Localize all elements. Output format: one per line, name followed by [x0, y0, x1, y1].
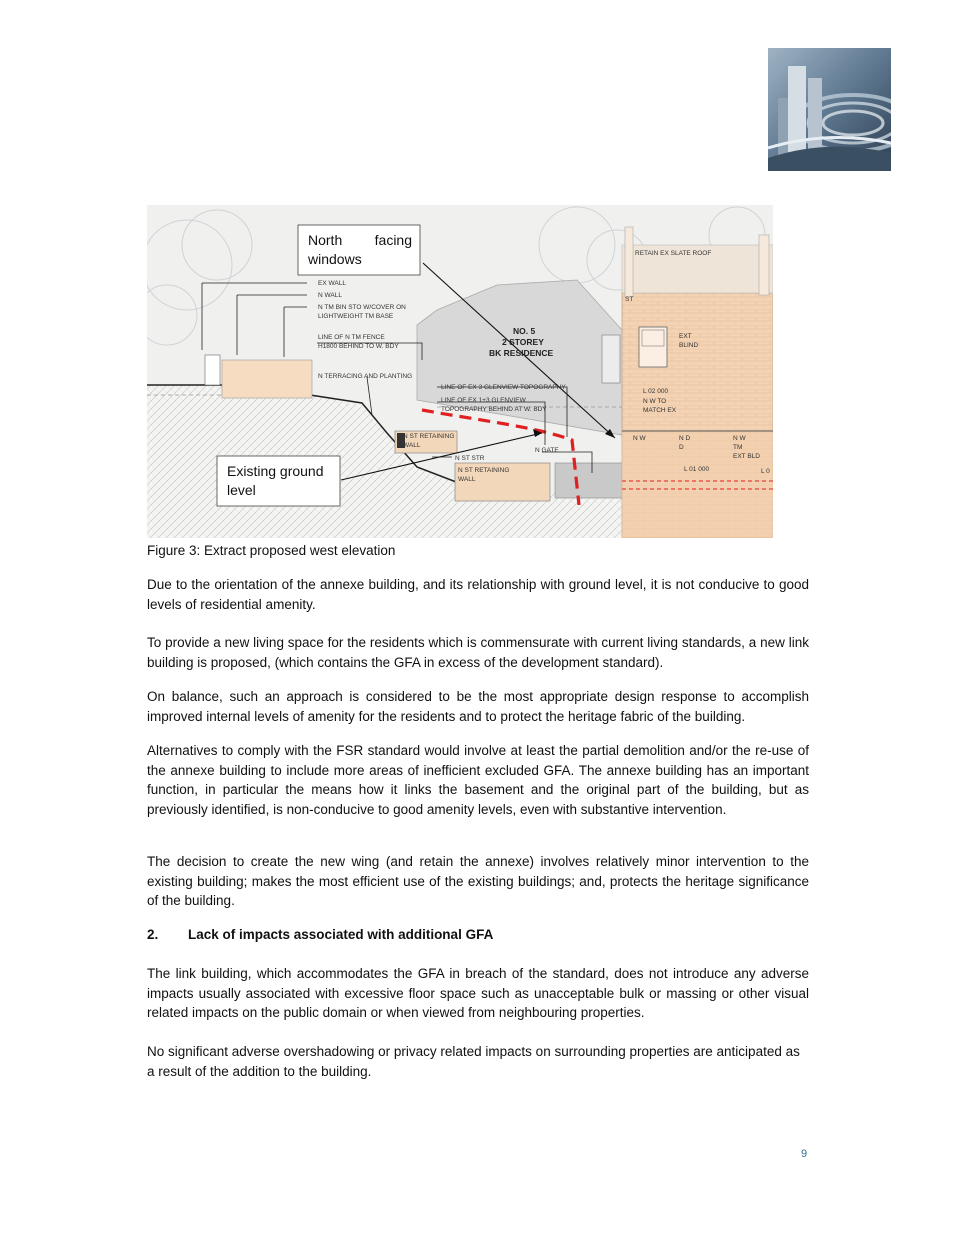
label-nw-to-1: N W TO: [643, 398, 667, 405]
building-logo-icon: [768, 48, 891, 171]
paragraph-overshadowing: No significant adverse overshadowing or privacy related impacts on surrounding properties are anticipated as a result of the addition to the building.: [147, 1044, 800, 1079]
paragraph-decision: The decision to create the new wing (and retain the annexe) involves relatively minor intervention to the existing building; makes the most efficient use of the existing buildings; and, protects the heritage significance of the building.: [147, 854, 809, 909]
label-nw-to-2: MATCH EX: [643, 407, 677, 414]
label-st-retaining-2: N ST RETAINING: [458, 467, 510, 474]
callout-ground-line1: Existing ground: [227, 463, 324, 479]
section-title: Lack of impacts associated with additional GFA: [188, 927, 494, 942]
label-level-c: L 0: [761, 468, 770, 475]
label-bin-sto-2: LIGHTWEIGHT TM BASE: [318, 313, 394, 320]
callout-north-word2: facing: [374, 232, 412, 248]
label-n-gate: N GATE: [535, 447, 559, 454]
west-elevation-figure: [147, 205, 773, 538]
callout-north-word3: windows: [308, 251, 362, 267]
label-fence-1: LINE OF N TM FENCE: [318, 334, 385, 341]
label-nw2-2: TM: [733, 444, 743, 451]
label-st-retaining: N ST RETAINING: [403, 433, 455, 440]
label-ext-blind-2: BLIND: [679, 342, 699, 349]
label-terracing: N TERRACING AND PLANTING: [318, 373, 413, 380]
label-level-a: L 02 000: [643, 388, 669, 395]
paragraph-balance: On balance, such an approach is considered to be the most appropriate design response to accomplish improved internal levels of amenity for the residents and to protect the heritage fabric of the building.: [147, 689, 809, 724]
label-wall-2: WALL: [458, 476, 476, 483]
label-topo-ex13-2: TOPOGRAPHY BEHIND AT W. BDY: [441, 406, 547, 413]
paragraph-link-building: The link building, which accommodates the GFA in breach of the standard, does not introduce any adverse impacts usually associated with excessive floor space such as unacceptable bulk or massing or other visual related impacts on the public domain or when viewed from neighbouring properties.: [147, 966, 809, 1021]
label-no5-2: 2 STOREY: [502, 337, 544, 347]
label-topo-ex3: LINE OF EX 3 GLENVIEW TOPOGRAPHY: [441, 384, 566, 391]
label-bin-sto-1: N TM BIN STO W/COVER ON: [318, 304, 406, 311]
label-nd-1: N D: [679, 435, 691, 442]
elevation-drawing: [147, 205, 773, 538]
label-fence-2: H1800 BEHIND TO W. BDY: [318, 343, 399, 350]
label-wall: WALL: [403, 442, 421, 449]
label-n-wall: N WALL: [318, 292, 342, 299]
label-nd-2: D: [679, 444, 684, 451]
figure-caption: Figure 3: Extract proposed west elevation: [147, 543, 396, 558]
paragraph-orientation: Due to the orientation of the annexe building, and its relationship with ground level, it is not conducive to good levels of residential amenity.: [147, 577, 809, 612]
label-no5-1: NO. 5: [513, 326, 536, 336]
callout-north-word1: North: [308, 232, 343, 248]
paragraph-living-space: To provide a new living space for the residents which is commensurate with current living standards, a new link building is proposed, (which contains the GFA in excess of the development standard).: [147, 635, 809, 670]
label-st: ST: [625, 296, 634, 303]
section-heading: [147, 926, 493, 944]
label-level-b: L 01 000: [684, 466, 710, 473]
label-retain-slate: RETAIN EX SLATE ROOF: [635, 250, 712, 257]
label-ex-wall: EX WALL: [318, 280, 346, 287]
page-number: 9: [801, 1148, 808, 1160]
label-st-str: N ST STR: [455, 455, 485, 462]
paragraph-alternatives: Alternatives to comply with the FSR standard would involve at least the partial demolition and/or the re-use of the annexe building to include more areas of inefficient excluded GFA. The annexe building has an important function, in particular the means how it links the basement and the original part of the building, but as previously identified, is non-conducive to good amenity levels, even with substantive intervention.: [147, 743, 809, 817]
section-number: 2.: [147, 927, 159, 942]
callout-ground-line2: level: [227, 482, 256, 498]
label-ext-bld: EXT BLD: [733, 453, 760, 460]
label-no5-3: BK RESIDENCE: [489, 348, 554, 358]
label-ext-blind-1: EXT: [679, 333, 692, 340]
label-topo-ex13-1: LINE OF EX 1+3 GLENVIEW: [441, 397, 526, 404]
label-nw2-1: N W: [733, 435, 746, 442]
label-nw: N W: [633, 435, 646, 442]
company-logo: [768, 48, 891, 171]
